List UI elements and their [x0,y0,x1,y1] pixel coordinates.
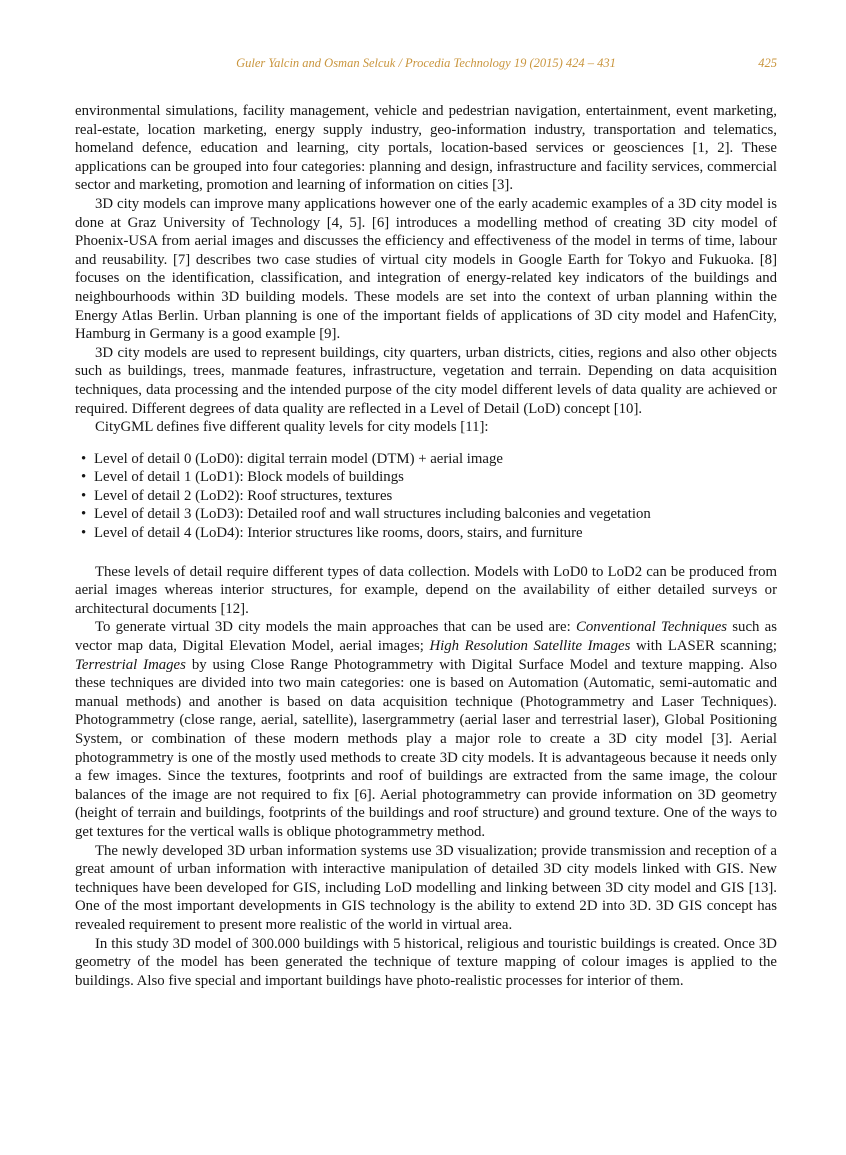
italic-text-run: Terrestrial Images [75,656,186,673]
paragraph [75,344,777,418]
lod-bullet-list [75,450,777,543]
journal-citation: Guler Yalcin and Osman Selcuk / Procedia Technology 19 (2015) 424 – 431 [236,56,616,70]
lod-list-item: • Level of detail 2 (LoD2): Roof structures, textures [94,487,777,506]
article-body [75,102,777,990]
italic-text-run: Conventional Techniques [576,619,728,636]
text-run: 3D city models are used to represent buildings, city quarters, urban districts, cities, regions and also other objects such as buildings, trees, manmade features, infrastructure, vegetation and terrain. Depending on data acquisition techniques, data processing and the intended purpose of the city model different levels of data quality are achieved or required. Different degrees of data quality are reflected in a Level of Detail (LoD) concept [10]. [75,344,777,417]
paragraph [75,563,777,619]
text-run: 3D city models can improve many applications however one of the early academic examples of a 3D city model is done at Graz University of Technology [4, 5]. [6] introduces a modelling method of creating 3D city model of Phoenix-USA from aerial images and discusses the efficiency and effectiveness of the model in terms of time, labour and reusability. [7] describes two case studies of virtual city models in Google Earth for Tokyo and Fukuoka. [8] focuses on the identification, classification, and integration of energy-related key indicators of the buildings and neighbourhoods within 3D building models. These models are set into the context of urban planning within the Energy Atlas Berlin. Urban planning is one of the important fields of applications of 3D city model and HafenCity, Hamburg in Germany is a good example [9]. [75,195,777,343]
text-run: with LASER scanning; [630,638,777,655]
lod-list-item: • Level of detail 0 (LoD0): digital terrain model (DTM) + aerial image [94,450,777,469]
lod-list-item: • Level of detail 3 (LoD3): Detailed roof and wall structures including balconies and vegetation [94,505,777,524]
paragraph [75,935,777,991]
running-head [75,55,777,71]
paragraph [75,418,777,437]
text-run: To generate virtual 3D city models the main approaches that can be used are: [95,619,576,636]
text-run: In this study 3D model of 300.000 buildings with 5 historical, religious and touristic buildings is created. Once 3D geometry of the model has been generated the technique of texture mapping of colour images is applied to the buildings. Also five special and important buildings have photo-realistic processes for interior of them. [75,935,777,989]
text-run: The newly developed 3D urban information systems use 3D visualization; provide transmission and reception of a great amount of urban information with interactive manipulation of detailed 3D city models linked with GIS. New techniques have been developed for GIS, including LoD modelling and linking between 3D city model and GIS [13]. One of the most important developments in GIS technology is the ability to extend 2D into 3D. 3D GIS concept has revealed requirement to present more realistic of the world in virtual area. [75,842,777,933]
text-run: CityGML defines five different quality levels for city models [11]: [95,419,489,436]
text-run: such as vector map data, Digital Elevation Model, aerial images; [75,619,777,655]
text-run: by using Close Range Photogrammetry with Digital Surface Model and texture mapping. Also these techniques are divided into two main categories: one is based on Automation (Automatic, semi-automatic and manual methods) and another is based on data acquisition technique (Photogrammetry and Laser Techniques). Photogrammetry (close range, aerial, satellite), lasergrammetry (aerial laser and terrestrial laser), Global Positioning System, or combination of these modern methods play a major role to create a 3D city model [3]. Aerial photogrammetry is one of the mostly used methods to create 3D city models. It is advantageous because it needs only a few images. Since the textures, footprints and roof of buildings are extracted from the same image, the colour balances of the image are not required to fix [6]. Aerial photogrammetry can provide information on 3D geometry (height of terrain and buildings, footprints of the buildings and roof structure) and ground texture. One of the ways to get textures for the vertical walls is oblique photogrammetry method. [75,656,777,840]
italic-text-run: High Resolution Satellite Images [429,638,631,655]
text-run: environmental simulations, facility management, vehicle and pedestrian navigation, entertainment, event marketing, real-estate, location marketing, energy supply industry, geo-information industry, transportation and telematics, homeland defence, education and learning, city portals, location-based services or geosciences [1, 2]. These applications can be grouped into four categories: planning and design, infrastructure and facility services, commercial sector and marketing, promotion and learning of information on cities [3]. [75,103,777,194]
lod-list-item: • Level of detail 4 (LoD4): Interior structures like rooms, doors, stairs, and furniture [94,524,777,543]
page-number: 425 [758,56,777,70]
lod-list-item: • Level of detail 1 (LoD1): Block models of buildings [94,468,777,487]
text-run: These levels of detail require different types of data collection. Models with LoD0 to LoD2 can be produced from aerial images whereas interior structures, for example, depend on the availability of either detailed surveys or architectural documents [12]. [75,563,777,617]
paragraph [75,842,777,935]
paragraph [75,618,777,841]
paragraph [75,102,777,195]
paragraph [75,195,777,344]
